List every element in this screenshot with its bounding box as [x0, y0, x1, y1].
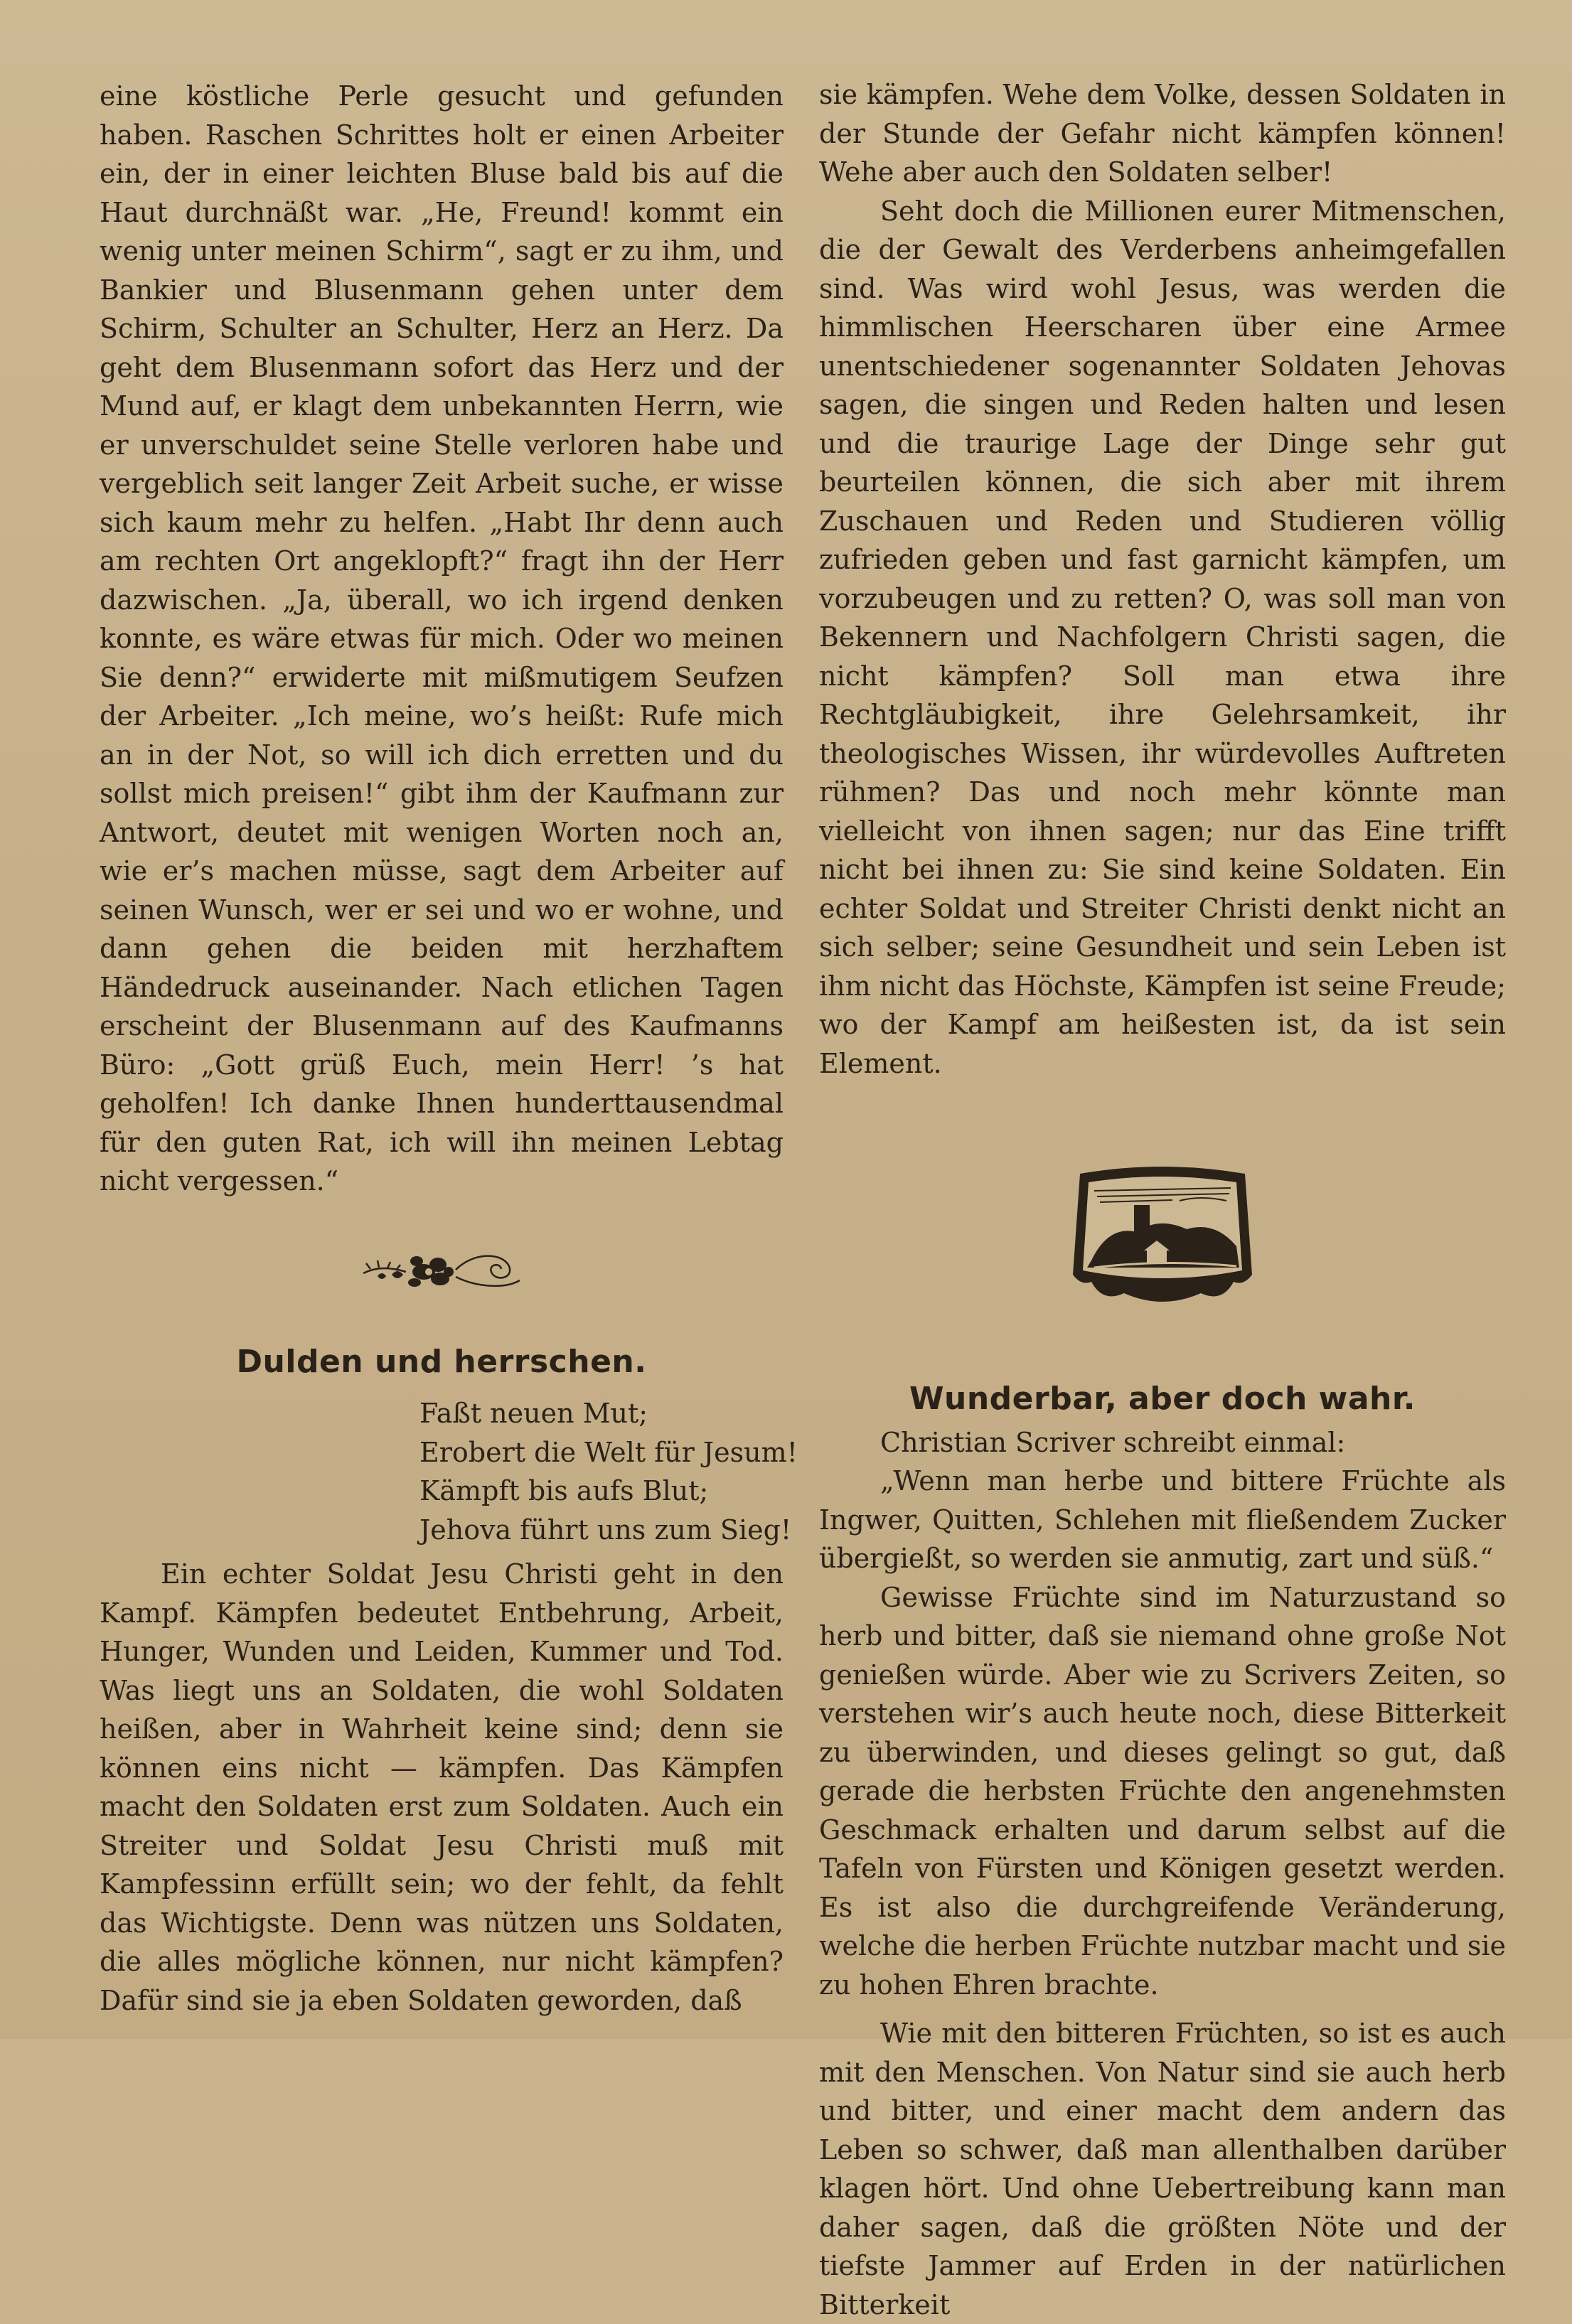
- poem-line: Erobert die Welt für Jesum!: [419, 1436, 798, 1468]
- poem-line: Faßt neuen Mut;: [419, 1398, 648, 1429]
- article-paragraph: Seht doch die Millionen eurer Mitmenschen, die der Gewalt des Verderbens anheimgefallen sind. Was wird wohl Jesus, was werden die himmlischen Heerscharen über eine Armee unentschiedener sogenannter Soldaten Jehovas sagen, die singen und Reden halten und lesen und die traurige Lage der Dinge sehr gut beurteilen können, die sich aber mit ihrem Zuschauen und Reden und Studieren völlig zufrieden geben und fast garnicht kämpfen, um vorzubeugen und zu retten? O, was soll man von Bekennern und Nachfolgern Christi sagen, die nicht kämpfen? Soll man etwa ihre Rechtgläubigkeit, ihre Gelehrsamkeit, ihr theologisches Wissen, ihr würdevolles Auftreten rühmen? Das und noch mehr könnte man vielleicht von ihnen sagen; nur das Eine trifft nicht bei ihnen zu: Sie sind keine Soldaten. Ein echter Soldat und Streiter Christi denkt nicht an sich selber; seine Gesundheit und sein Leben ist ihm nicht das Höchste, Kämpfen ist seine Freude; wo der Kampf am heißesten ist, da ist sein Element.: [819, 195, 1506, 1079]
- spacer: [100, 1302, 784, 1343]
- article-paragraph: sie kämpfen. Wehe dem Volke, dessen Soldaten in der Stunde der Gefahr nicht kämpfen können! Wehe aber auch den Soldaten selber!: [819, 79, 1506, 188]
- spacer: [819, 2004, 1506, 2014]
- spacer: [100, 1381, 784, 1394]
- article-paragraph: Gewisse Früchte sind im Naturzustand so herb und bitter, daß sie niemand ohne große Not genießen würde. Aber wie zu Scrivers Zeiten, so verstehen wir’s auch heute noch, diese Bitterkeit zu überwinden, und dieses gelingt so gut, daß gerade die herbsten Früchte den angenehmsten Geschmack erhalten und darum selbst auf die Tafeln von Fürsten und Königen gesetzt werden. Es ist also die durchgreifende Veränderung, welche die herben Früchte nutzbar macht und sie zu hohen Ehren brachte.: [819, 1581, 1506, 2001]
- article-paragraph: Wie mit den bitteren Früchten, so ist es auch mit den Menschen. Von Natur sind sie auch herb und bitter, und einer macht dem andern das Leben so schwer, daß man allenthalben darüber klagen hört. Und ohne Uebertreibung kann man daher sagen, daß die größten Nöte und der tiefste Jammer auf Erden in der natürlichen Bitterkeit: [819, 2018, 1506, 2320]
- right-column: [819, 75, 1506, 2324]
- poem-line: Jehova führt uns zum Sieg!: [419, 1514, 792, 1546]
- floral-ornament-icon: [349, 1238, 534, 1302]
- article-paragraph: Ein echter Soldat Jesu Christi geht in den Kampf. Kämpfen bedeutet Entbehrung, Arbeit, Hunger, Wunden und Leiden, Kummer und Tod. Was liegt uns an Soldaten, die wohl Soldaten heißen, aber in Wahrheit keine sind; denn sie können eins nicht — kämpfen. Das Kämpfen macht den Soldaten erst zum Soldaten. Auch ein Streiter und Soldat Jesu Christi muß mit Kampfessinn erfüllt sein; wo der fehlt, da fehlt das Wichtigste. Denn was nützen uns Soldaten, die alles mögliche können, nur nicht kämpfen? Dafür sind sie ja eben Soldaten geworden, daß: [100, 1558, 784, 2016]
- story-paragraph: eine köstliche Perle gesucht und gefunden haben. Raschen Schrittes holt er einen Arbeiter ein, der in einer leichten Bluse bald bis auf die Haut durchnäßt war. „He, Freund! kommt ein wenig unter meinen Schirm“, sagt er zu ihm, und Bankier und Blusenmann gehen unter dem Schirm, Schulter an Schulter, Herz an Herz. Da geht dem Blusenmann sofort das Herz und der Mund auf, er klagt dem unbekannten Herrn, wie er unverschuldet seine Stelle verloren habe und vergeblich seit langer Zeit Arbeit suche, er wisse sich kaum mehr zu helfen. „Habt Ihr denn auch am rechten Ort angeklopft?“ fragt ihn der Herr dazwischen. „Ja, überall, wo ich irgend denken konnte, es wäre etwas für mich. Oder wo meinen Sie denn?“ erwiderte mit mißmutigem Seufzen der Arbeiter. „Ich meine, wo’s heißt: Rufe mich an in der Not, so will ich dich erretten und du sollst mich preisen!“ gibt ihm der Kaufmann zur Antwort, deutet mit wenigen Worten noch an, wie er’s machen müsse, sagt dem Arbeiter auf seinen Wunsch, wer er sei und wo er wohne, und dann gehen die beiden mit herzhaftem Händedruck auseinander. Nach etlichen Tagen erscheint der Blusenmann auf des Kaufmanns Büro: „Gott grüß Euch, mein Herr! ’s hat geholfen! Ich danke Ihnen hunderttausendmal für den guten Rat, ich will ihn meinen Lebtag nicht vergessen.“: [100, 80, 784, 1196]
- left-column: [100, 77, 798, 2020]
- quote: „Wenn man herbe und bittere Früchte als Ingwer, Quitten, Schlehen mit fließendem Zucker übergießt, so werden sie anmutig, zart und süß.“: [819, 1465, 1506, 1574]
- poem-line: Kämpft bis aufs Blut;: [419, 1475, 709, 1506]
- section-heading-dulden: Dulden und herrschen.: [236, 1343, 647, 1380]
- spacer: [100, 1549, 784, 1555]
- poem: [419, 1394, 798, 1549]
- spacer: [819, 1083, 1506, 1161]
- spacer: [100, 1201, 784, 1238]
- spacer: [819, 1312, 1506, 1380]
- landscape-vignette-icon: [1066, 1161, 1259, 1312]
- quote-intro: Christian Scriver schreibt einmal:: [880, 1426, 1346, 1458]
- section-heading-wunderbar: Wunderbar, aber doch wahr.: [909, 1381, 1416, 1417]
